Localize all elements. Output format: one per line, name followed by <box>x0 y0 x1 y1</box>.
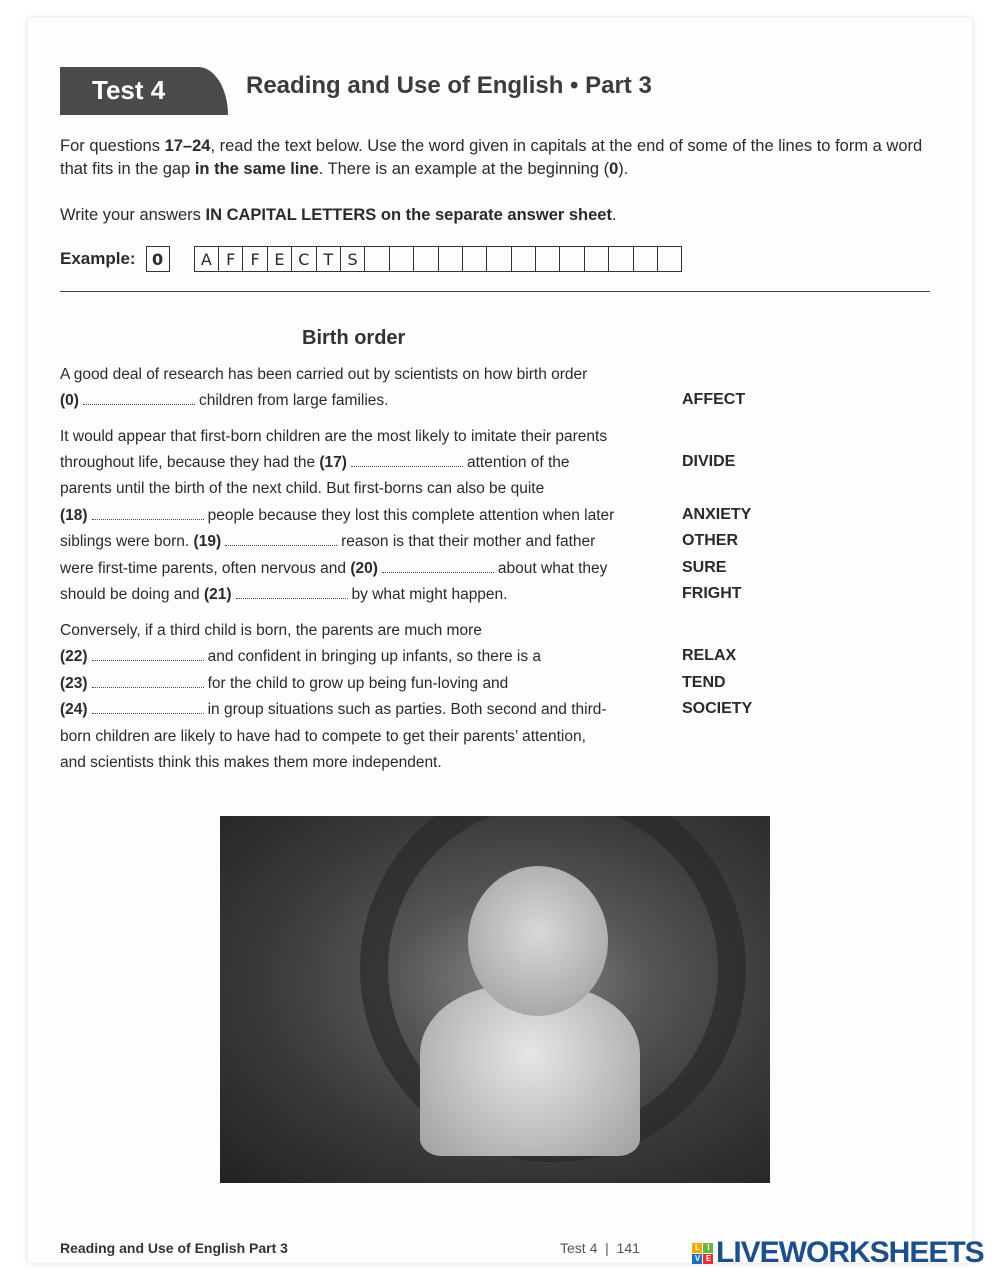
stem-word: SURE <box>682 559 727 576</box>
answer-letter-box <box>439 246 463 272</box>
text-line <box>60 392 388 410</box>
text-line <box>60 454 570 472</box>
stem-word: RELAX <box>682 647 737 664</box>
line-text: for the child to grow up being fun-loving and <box>207 675 509 692</box>
answer-letter-box <box>390 246 414 272</box>
answer-gap[interactable] <box>83 392 195 405</box>
stem-word: OTHER <box>682 532 738 549</box>
answer-gap[interactable] <box>92 701 204 714</box>
text-line <box>60 560 607 578</box>
example-label: Example: <box>60 249 136 268</box>
text-line <box>60 507 614 525</box>
line-text: about what they <box>497 560 608 577</box>
text-line <box>60 366 587 384</box>
answer-letter-box <box>414 246 438 272</box>
question-number: (0) <box>60 392 79 409</box>
example-answer-boxes <box>194 246 683 272</box>
answer-letter-box <box>634 246 658 272</box>
test-tab: Test 4 <box>60 67 228 115</box>
line-text: and scientists think this makes them more independent. <box>60 754 442 771</box>
answer-gap[interactable] <box>92 675 204 688</box>
instructions-2: Write your answers IN CAPITAL LETTERS on the separate answer sheet. <box>60 206 617 224</box>
footer-label: Reading and Use of English Part 3 <box>60 1240 288 1256</box>
answer-letter-box: A <box>195 246 219 272</box>
line-text: It would appear that first-born children are the most likely to imitate their parents <box>60 428 608 445</box>
question-number: (24) <box>60 701 88 718</box>
answer-gap[interactable] <box>92 507 204 520</box>
example-row <box>60 246 682 272</box>
stem-word: TEND <box>682 674 726 691</box>
page-title: Reading and Use of English • Part 3 <box>246 72 652 99</box>
answer-gap[interactable] <box>351 454 463 467</box>
answer-letter-box <box>609 246 633 272</box>
answer-letter-box <box>536 246 560 272</box>
line-text: attention of the <box>466 454 570 471</box>
line-text: parents until the birth of the next child. But first-borns can also be quite <box>60 480 545 497</box>
text-line <box>60 622 482 640</box>
text-line <box>60 428 607 446</box>
text-line <box>60 480 544 498</box>
question-number: (20) <box>350 560 378 577</box>
text-line <box>60 533 595 551</box>
line-text: A good deal of research has been carried out by scientists on how birth order <box>60 366 588 383</box>
instructions-1: For questions 17–24, read the text below. Use the word given in capitals at the end of some of the lines to form a word that fits in the gap in the same line. There is an example at the beginning (0). <box>60 137 923 178</box>
liveworksheets-logo-icon: L I V E <box>692 1243 713 1264</box>
stem-word: AFFECT <box>682 391 746 408</box>
stem-word: ANXIETY <box>682 506 752 523</box>
line-text: in group situations such as parties. Both second and third- <box>207 701 607 718</box>
watermark-text: LIVEWORKSHEETS <box>716 1236 984 1269</box>
answer-letter-box: F <box>219 246 243 272</box>
line-text: children from large families. <box>198 392 389 409</box>
answer-gap[interactable] <box>382 560 494 573</box>
question-number: (21) <box>203 586 232 603</box>
answer-letter-box <box>658 246 682 272</box>
stem-word: DIVIDE <box>682 453 736 470</box>
text-line <box>60 586 507 604</box>
question-number: (19) <box>193 533 222 550</box>
answer-gap[interactable] <box>92 648 204 661</box>
question-number: (23) <box>60 675 88 692</box>
page-number: Test 4 | 141 <box>560 1240 640 1256</box>
answer-letter-box <box>463 246 487 272</box>
text-line <box>60 728 586 746</box>
line-text: reason is that their mother and father <box>341 533 596 550</box>
line-text: siblings were born. <box>60 533 194 550</box>
text-line <box>60 648 541 666</box>
text-title: Birth order <box>302 327 406 349</box>
stem-word: SOCIETY <box>682 700 753 717</box>
divider <box>60 291 930 292</box>
answer-letter-box <box>512 246 536 272</box>
text-line <box>60 754 442 772</box>
line-text: by what might happen. <box>351 586 508 603</box>
answer-letter-box: S <box>341 246 365 272</box>
answer-gap[interactable] <box>225 533 337 546</box>
line-text: people because they lost this complete attention when later <box>207 507 615 524</box>
line-text: Conversely, if a third child is born, the parents are much more <box>60 622 482 639</box>
answer-letter-box <box>365 246 389 272</box>
text-line <box>60 701 607 719</box>
line-text: and confident in bringing up infants, so there is a <box>207 648 542 665</box>
text-line <box>60 675 508 693</box>
answer-letter-box <box>585 246 609 272</box>
line-text: throughout life, because they had the <box>60 454 320 471</box>
stem-word: FRIGHT <box>682 585 742 602</box>
question-number: (18) <box>60 507 88 524</box>
answer-letter-box: F <box>243 246 267 272</box>
answer-letter-box <box>560 246 584 272</box>
liveworksheets-watermark <box>692 1236 984 1270</box>
line-text: were first-time parents, often nervous and <box>60 560 351 577</box>
question-number: (22) <box>60 648 88 665</box>
answer-gap[interactable] <box>236 586 348 599</box>
answer-letter-box <box>487 246 511 272</box>
question-number: (17) <box>319 454 347 471</box>
line-text: born children are likely to have had to compete to get their parents’ attention, <box>60 728 586 745</box>
line-text: should be doing and <box>60 586 204 603</box>
baby-photo <box>220 816 770 1183</box>
example-number-box: 0 <box>146 246 170 272</box>
answer-letter-box: T <box>317 246 341 272</box>
answer-letter-box: E <box>268 246 292 272</box>
answer-letter-box: C <box>292 246 316 272</box>
